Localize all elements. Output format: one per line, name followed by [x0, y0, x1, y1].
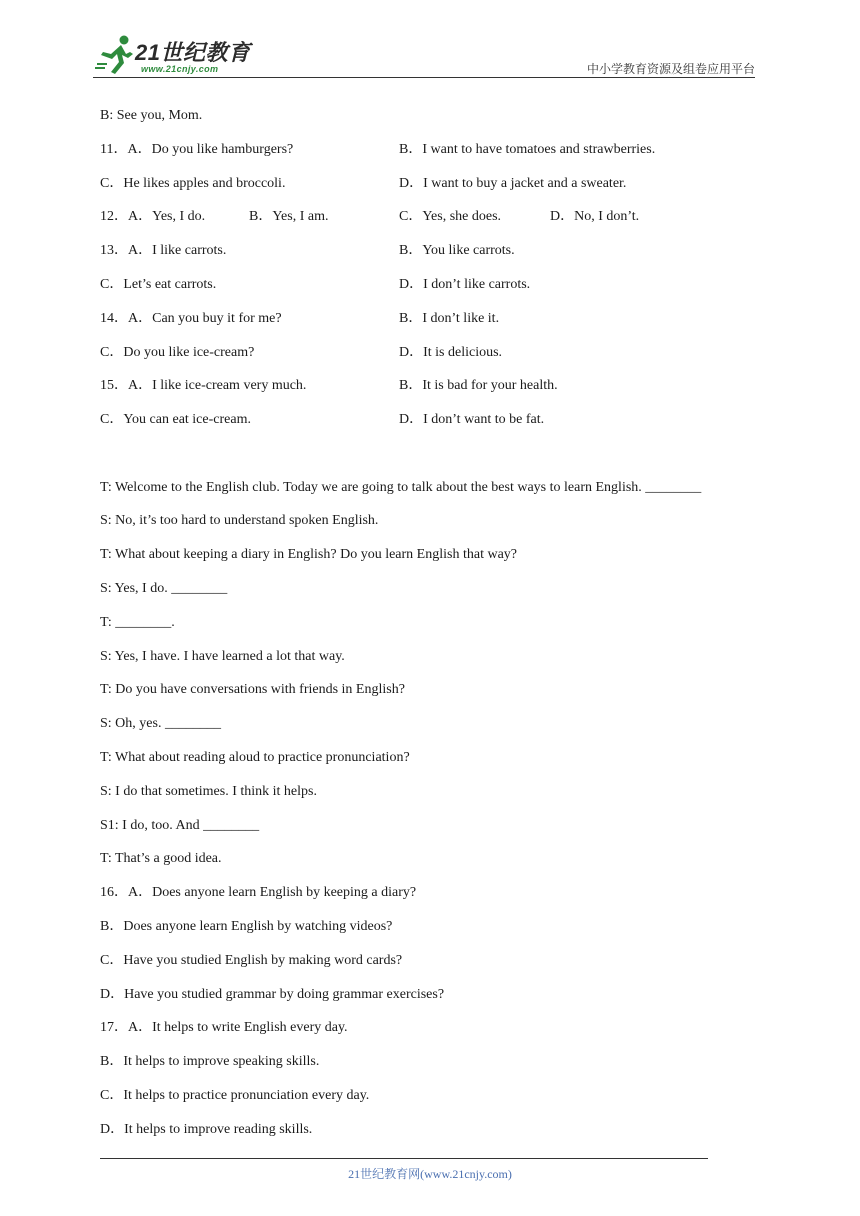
q14-option-c: C．Do you like ice-cream?	[100, 345, 255, 360]
q17-option-c: C．It helps to practice pronunciation every day.	[100, 1088, 370, 1103]
dialogue-line: T: What about reading aloud to practice pronunciation?	[100, 750, 410, 765]
q13-option-a: 13．A．I like carrots.	[100, 243, 227, 258]
dialogue-line: B: See you, Mom.	[100, 108, 203, 123]
q13-option-b: B．You like carrots.	[399, 243, 515, 258]
page-header	[93, 30, 755, 78]
q12-option-c: C．Yes, she does.	[399, 209, 502, 224]
q11-option-b: B．I want to have tomatoes and strawberries.	[399, 142, 656, 157]
dialogue-line: T: ________.	[100, 615, 175, 630]
dialogue-line: S: Oh, yes. ________	[100, 716, 221, 731]
q15-option-d: D．I don’t want to be fat.	[399, 412, 545, 427]
site-name: 中小学教育资源及组卷应用平台	[586, 62, 755, 76]
dialogue-line: T: That’s a good idea.	[100, 851, 222, 866]
q17-option-b: B．It helps to improve speaking skills.	[100, 1054, 320, 1069]
dialogue-line: T: Do you have conversations with friends in English?	[100, 682, 405, 697]
q16-option-a: 16．A．Does anyone learn English by keeping a diary?	[100, 885, 417, 900]
q11-option-a: 11．A．Do you like hamburgers?	[100, 142, 294, 157]
q14-option-b: B．I don’t like it.	[399, 311, 500, 326]
q11-option-c: C．He likes apples and broccoli.	[100, 176, 286, 191]
dialogue-line: T: What about keeping a diary in English? Do you learn English that way?	[100, 547, 517, 562]
q12-option-a: 12．A．Yes, I do.	[100, 209, 206, 224]
q17-option-a: 17．A．It helps to write English every day.	[100, 1020, 348, 1035]
dialogue-line: S: I do that sometimes. I think it helps.	[100, 784, 317, 799]
q14-option-a: 14．A．Can you buy it for me?	[100, 311, 282, 326]
dialogue-line: S: Yes, I do. ________	[100, 581, 228, 596]
logo-url: www.21cnjy.com	[141, 64, 219, 74]
q12-option-b: B．Yes, I am.	[249, 209, 329, 224]
dialogue-line: S: Yes, I have. I have learned a lot that way.	[100, 649, 345, 664]
q15-option-a: 15．A．I like ice-cream very much.	[100, 378, 307, 393]
footer-link[interactable]: 21世纪教育网(www.21cnjy.com)	[348, 1167, 512, 1181]
footer-divider	[100, 1158, 708, 1159]
q15-option-c: C．You can eat ice-cream.	[100, 412, 251, 427]
q12-option-d: D．No, I don’t.	[550, 209, 640, 224]
site-logo	[93, 34, 258, 76]
q15-option-b: B．It is bad for your health.	[399, 378, 558, 393]
q14-option-d: D．It is delicious.	[399, 345, 503, 360]
q16-option-c: C．Have you studied English by making word cards?	[100, 953, 403, 968]
q17-option-d: D．It helps to improve reading skills.	[100, 1122, 313, 1137]
q16-option-d: D．Have you studied grammar by doing grammar exercises?	[100, 987, 445, 1002]
dialogue-line: S: No, it’s too hard to understand spoken English.	[100, 513, 379, 528]
logo-text: 21世纪教育	[135, 40, 251, 65]
header-divider	[93, 77, 755, 78]
q11-option-d: D．I want to buy a jacket and a sweater.	[399, 176, 627, 191]
dialogue-line: T: Welcome to the English club. Today we are going to talk about the best ways to learn English. ________	[100, 480, 702, 495]
runner-logo-icon	[93, 34, 139, 76]
q13-option-c: C．Let’s eat carrots.	[100, 277, 217, 292]
q16-option-b: B．Does anyone learn English by watching videos?	[100, 919, 393, 934]
q13-option-d: D．I don’t like carrots.	[399, 277, 531, 292]
dialogue-line: S1: I do, too. And ________	[100, 818, 260, 833]
